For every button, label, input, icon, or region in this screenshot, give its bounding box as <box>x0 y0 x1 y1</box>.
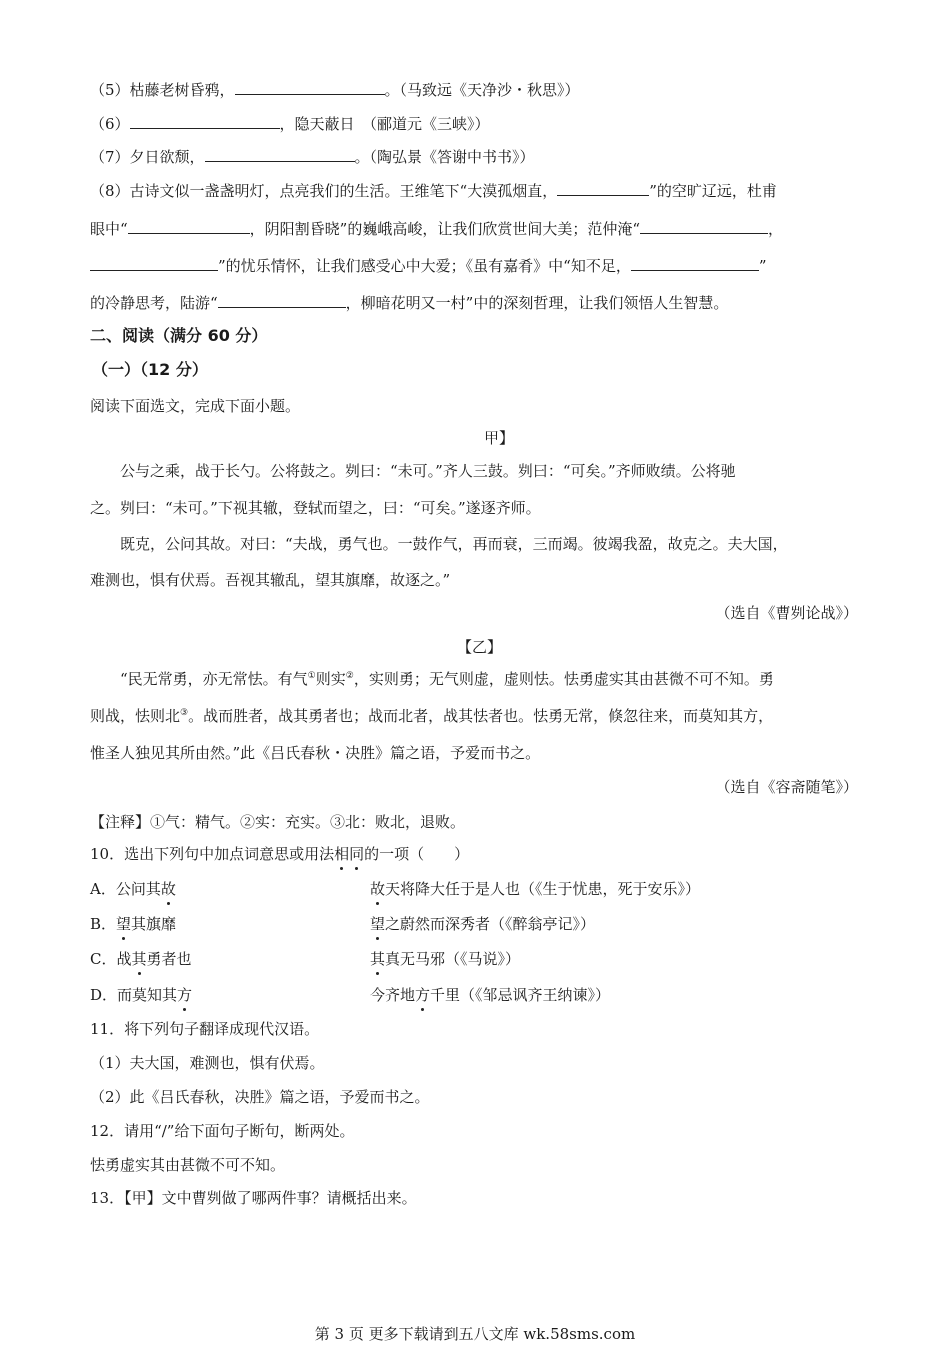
answer-blank[interactable] <box>90 255 218 271</box>
answer-blank[interactable] <box>640 218 768 234</box>
passage-jia-line: 公与之乘，战于长勺。公将鼓之。刿曰：“未可。”齐人三鼓。刿曰：“可矣。”齐师败绩。公将驰 <box>120 462 736 480</box>
passage-jia-source: （选自《曹刿论战》） <box>715 604 858 622</box>
passage-yi-line: 则战，怯则北③。战而胜者，战其勇者也；战而北者，战其怯者也。怯勇无常，倏忽往来，而莫知其方， <box>90 707 774 725</box>
passage-jia-heading: 甲】 <box>484 429 515 447</box>
option-d[interactable]: D．而莫知其方 今齐地方千里（《邹忌讽齐王纳谏》） <box>90 986 611 1004</box>
question-8-line-4: 的冷静思考，陆游“ ，柳暗花明又一村”中的深刻哲理，让我们领悟人生智慧。 <box>90 294 729 312</box>
option-c[interactable]: C．战其勇者也 其真无马邪（《马说》） <box>90 950 521 968</box>
annotation-notes: 【注释】①气：精气。②实：充实。③北：败北，退败。 <box>90 813 466 831</box>
section-title: 二、阅读（满分 60 分） <box>90 326 268 345</box>
answer-blank[interactable] <box>128 218 250 234</box>
passage-yi-heading: 【乙】 <box>457 638 503 656</box>
question-11-sentence-2: （2）此《吕氏春秋，决胜》篇之语，予爱而书之。 <box>90 1088 430 1106</box>
option-b[interactable]: B．望其旗靡 望之蔚然而深秀者（《醉翁亭记》） <box>90 915 596 933</box>
answer-blank[interactable] <box>218 292 346 308</box>
passage-jia-line: 之。刿曰：“未可。”下视其辙，登轼而望之，曰：“可矣。”遂逐齐师。 <box>90 499 541 517</box>
answer-blank[interactable] <box>205 146 355 162</box>
passage-yi-source: （选自《容斋随笔》） <box>715 778 858 796</box>
footnote-marker: ③ <box>180 708 189 718</box>
question-10-stem: 10．选出下列句中加点词意思或用法相同的一项（ ） <box>90 845 470 863</box>
subsection-title: （一）（12 分） <box>92 360 208 379</box>
question-5: （5）枯藤老树昏鸦， 。（马致远《天净沙・秋思》） <box>90 81 580 99</box>
passage-jia-line: 难测也，惧有伏焉。吾视其辙乱，望其旗靡，故逐之。” <box>90 571 451 589</box>
question-8-line-3: ”的忧乐情怀，让我们感受心中大爱；《虽有嘉肴》中“知不足， ” <box>90 255 767 277</box>
passage-yi-line: “民无常勇，亦无常怯。有气①则实②，实则勇；无气则虚，虚则怯。怯勇虚实其由甚微不可不知。勇 <box>120 670 774 688</box>
question-12-stem: 12．请用“/”给下面句子断句，断两处。 <box>90 1122 355 1140</box>
question-11-stem: 11．将下列句子翻译成现代汉语。 <box>90 1020 320 1038</box>
reading-instruction: 阅读下面选文，完成下面小题。 <box>90 397 301 415</box>
question-7: （7）夕日欲颓， 。（陶弘景《答谢中书书》） <box>90 148 535 166</box>
page-footer: 第 3 页 更多下载请到五八文库 wk.58sms.com <box>314 1325 636 1343</box>
question-13-stem: 13．【甲】文中曹刿做了哪两件事？请概括出来。 <box>90 1189 417 1207</box>
question-6: （6） ，隐天蔽日 （郦道元《三峡》） <box>90 115 490 133</box>
passage-jia-line: 既克，公问其故。对曰：“夫战，勇气也。一鼓作气，再而衰，三而竭。彼竭我盈，故克之。夫大国， <box>120 535 788 553</box>
answer-blank[interactable] <box>631 255 759 271</box>
option-a[interactable]: A．公问其故 故天将降大任于是人也（《生于忧患，死于安乐》） <box>90 880 701 898</box>
question-11-sentence-1: （1）夫大国，难测也，惧有伏焉。 <box>90 1054 325 1072</box>
answer-blank[interactable] <box>557 180 649 196</box>
passage-yi-line: 惟圣人独见其所由然。”此《吕氏春秋・决胜》篇之语，予爱而书之。 <box>90 744 541 762</box>
footnote-marker: ① <box>307 671 316 681</box>
footnote-marker: ② <box>345 671 354 681</box>
answer-blank[interactable] <box>130 113 280 129</box>
answer-blank[interactable] <box>235 79 385 95</box>
question-8-line-2: 眼中“ ，阴阳割昏晓”的巍峨高峻，让我们欣赏世间大美；范仲淹“ ， <box>90 220 784 238</box>
question-12-sentence: 怯勇虚实其由甚微不可不知。 <box>90 1156 286 1174</box>
question-8-line-1: （8）古诗文似一盏盏明灯，点亮我们的生活。王维笔下“大漠孤烟直， ”的空旷辽远，杜甫 <box>90 182 777 200</box>
